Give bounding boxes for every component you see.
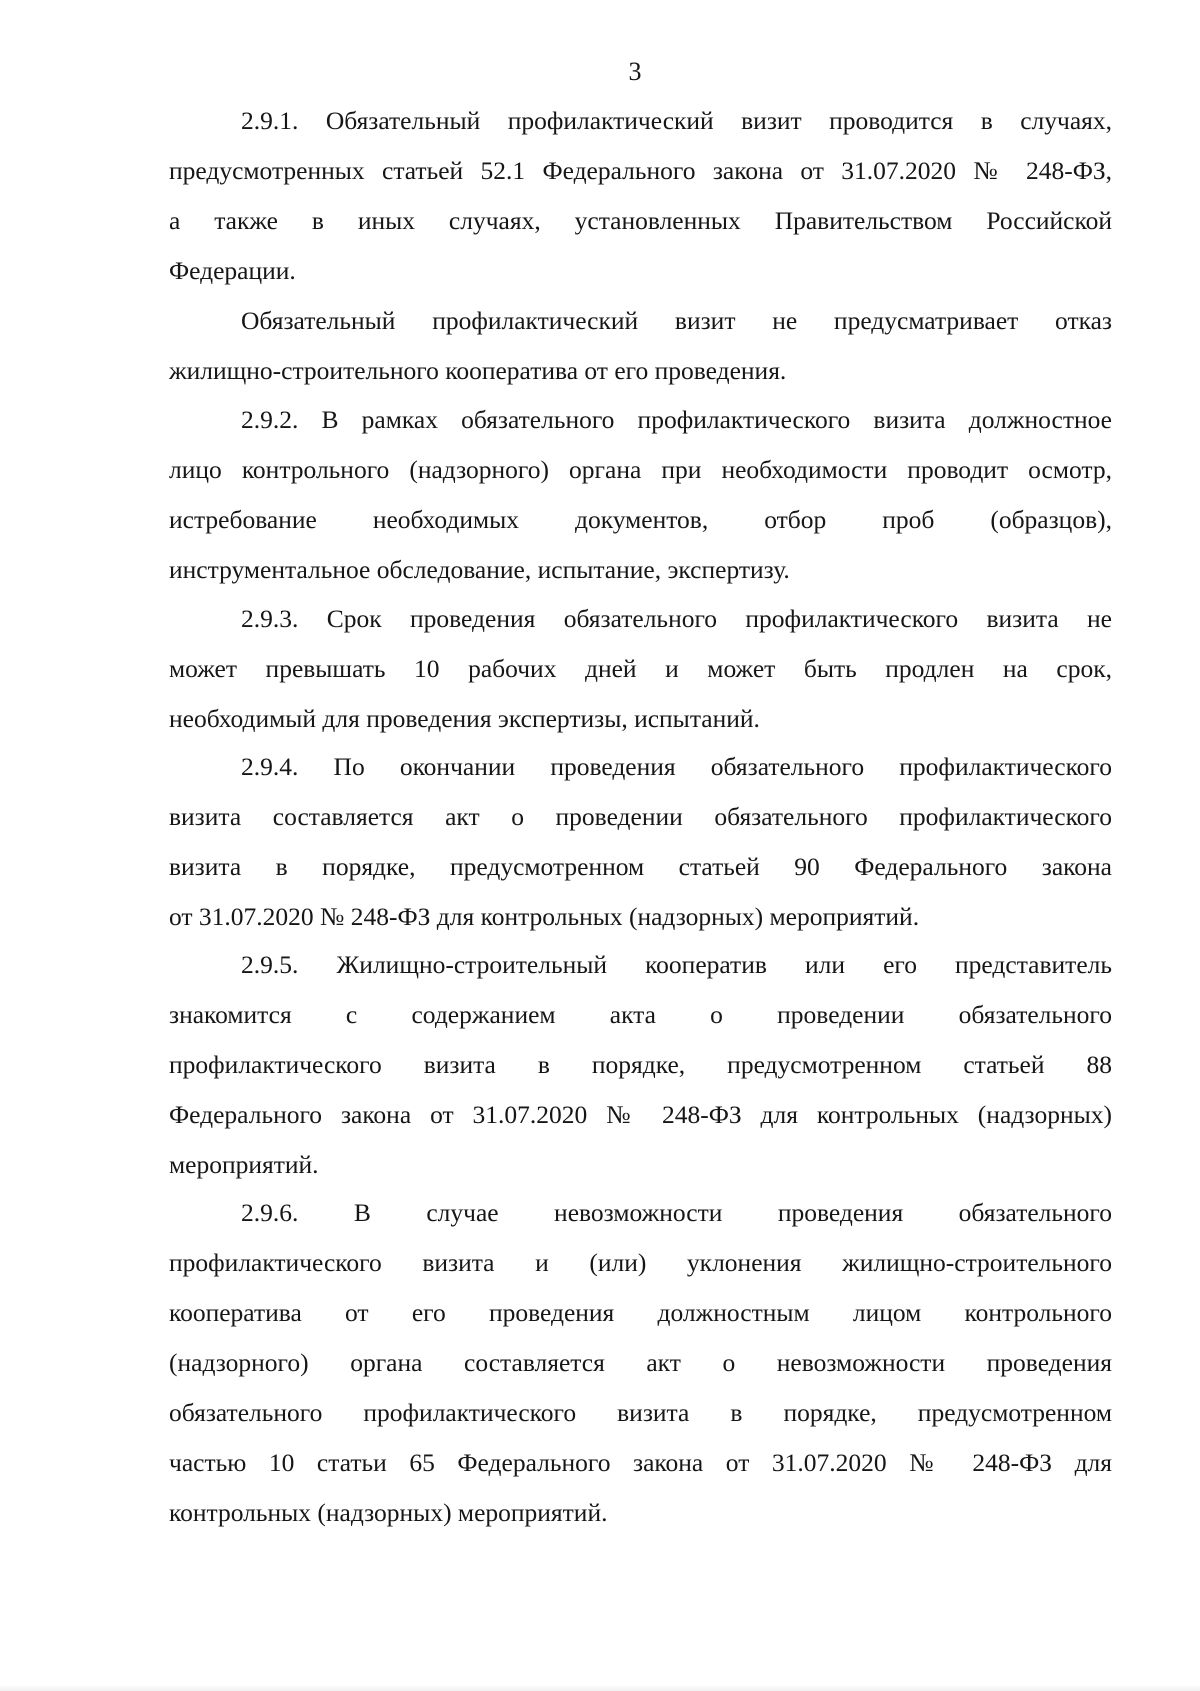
text-line: профилактического визита в порядке, предусмотренном статьей 88 <box>169 1050 1112 1079</box>
paragraph <box>169 96 1112 296</box>
text-line: Обязательный профилактический визит не предусматривает отказ <box>241 306 1112 335</box>
text-line: 2.9.6. В случае невозможности проведения обязательного <box>241 1198 1112 1227</box>
paragraph <box>169 940 1112 1190</box>
text-line: 2.9.3. Срок проведения обязательного профилактического визита не <box>241 604 1112 633</box>
paragraph <box>169 594 1112 744</box>
text-line: инструментальное обследование, испытание, экспертизу. <box>169 555 790 584</box>
text-line: 2.9.5. Жилищно-строительный кооператив или его представитель <box>241 950 1112 979</box>
paragraph <box>169 395 1112 595</box>
text-line: визита в порядке, предусмотренном статьей 90 Федерального закона <box>169 852 1112 881</box>
text-line: (надзорного) органа составляется акт о невозможности проведения <box>169 1348 1112 1377</box>
scan-edge <box>0 1685 1200 1691</box>
text-line: может превышать 10 рабочих дней и может быть продлен на срок, <box>169 654 1112 683</box>
text-line: жилищно-строительного кооператива от его проведения. <box>169 356 787 385</box>
text-line: лицо контрольного (надзорного) органа при необходимости проводит осмотр, <box>169 455 1112 484</box>
paragraph <box>169 742 1112 942</box>
text-line: обязательного профилактического визита в порядке, предусмотренном <box>169 1398 1112 1427</box>
text-line: 2.9.2. В рамках обязательного профилактического визита должностное <box>241 405 1112 434</box>
text-line: Федерального закона от 31.07.2020 № 248-ФЗ для контрольных (надзорных) <box>169 1100 1112 1129</box>
text-line: от 31.07.2020 № 248-ФЗ для контрольных (надзорных) мероприятий. <box>169 902 920 931</box>
text-line: визита составляется акт о проведении обязательного профилактического <box>169 802 1112 831</box>
text-line: мероприятий. <box>169 1150 319 1179</box>
text-line: Федерации. <box>169 256 296 285</box>
document-body <box>169 96 1112 1538</box>
text-line: предусмотренных статьей 52.1 Федерального закона от 31.07.2020 № 248-ФЗ, <box>169 156 1112 185</box>
text-line: 2.9.1. Обязательный профилактический визит проводится в случаях, <box>241 106 1112 135</box>
paragraph <box>169 296 1112 396</box>
text-line: а также в иных случаях, установленных Правительством Российской <box>169 206 1112 235</box>
text-line: частью 10 статьи 65 Федерального закона от 31.07.2020 № 248-ФЗ для <box>169 1448 1112 1477</box>
text-line: знакомится с содержанием акта о проведении обязательного <box>169 1000 1112 1029</box>
paragraph <box>169 1188 1112 1538</box>
text-line: 2.9.4. По окончании проведения обязательного профилактического <box>241 752 1112 781</box>
text-line: профилактического визита и (или) уклонения жилищно-строительного <box>169 1248 1112 1277</box>
text-line: контрольных (надзорных) мероприятий. <box>169 1498 608 1527</box>
text-line: кооператива от его проведения должностным лицом контрольного <box>169 1298 1112 1327</box>
text-line: необходимый для проведения экспертизы, испытаний. <box>169 704 760 733</box>
text-line: истребование необходимых документов, отбор проб (образцов), <box>169 505 1112 534</box>
page-number: 3 <box>628 57 642 86</box>
